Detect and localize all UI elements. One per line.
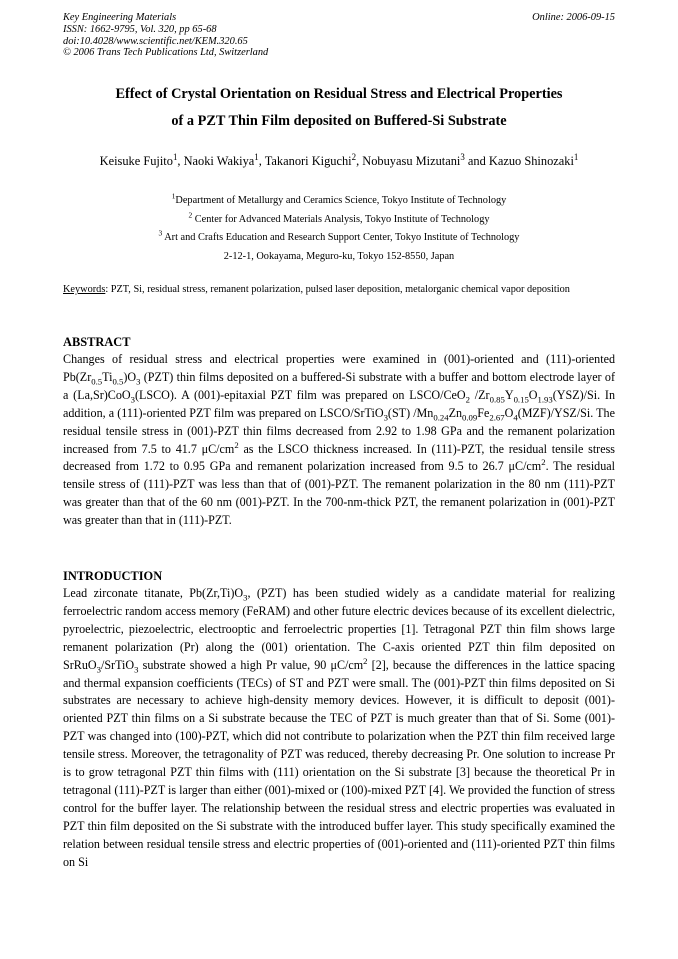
author-name: Takanori Kiguchi (264, 154, 352, 168)
text-run: Y (504, 387, 514, 402)
text-run: (ST) /Mn (387, 405, 434, 420)
abstract-heading: ABSTRACT (63, 335, 131, 349)
text-sub: 3 (383, 412, 388, 423)
author-affil-mark: 1 (254, 151, 259, 162)
affiliation (63, 211, 615, 230)
text-sub: 3 (136, 376, 141, 387)
author-separator: , (356, 154, 363, 168)
title-line-1: Effect of Crystal Orientation on Residual Stress and Electrical Properties (115, 86, 563, 102)
affiliation (63, 192, 615, 211)
text-run: , (PZT) has been studied widely as a candidate material for realizing ferroelectric random access memory (FeRAM) and other future electric devices because of its excellent dielectric, pyroelectric, piezoelectric, electrooptic and ferroelectric properties [1]. Tetragonal PZT thin film shows large remanent polarization (Pr) along the (001) orientation. The C-axis oriented PZT thin film deposited on SrRuO (63, 586, 615, 672)
text-run: Lead zirconate titanate, Pb(Zr,Ti)O (63, 586, 244, 600)
text-run: (YSZ)/Si. In addition, a (111)-oriented PZT film was prepared on LSCO/SrTiO (63, 387, 616, 420)
text-sub: 0.09 (462, 412, 478, 423)
title-line-2: of a PZT Thin Film deposited on Buffered-Si Substrate (171, 113, 507, 129)
affiliation-mark: 2 (188, 210, 193, 220)
text-run: (LSCO). A (001)-epitaxial PZT film was prepared on LSCO/CeO (134, 387, 466, 402)
author-name: Kazuo Shinozaki (488, 154, 574, 168)
keywords (63, 281, 615, 299)
text-sub: 3 (134, 664, 139, 675)
text-sub: 0.24 (433, 412, 449, 423)
text-run: (MZF)/YSZ/Si. The residual tensile stress in (001)-PZT thin films decreased from 2.92 to 1.98 GPa and the remanent polarization increased from 7.5 to 41.7 μC/cm (63, 405, 615, 456)
affiliation-mark: 3 (158, 228, 163, 238)
text-run: Changes of residual stress and electrical properties were examined in (001)-oriented and (111)-oriented Pb(Zr (63, 352, 615, 384)
text-sub: 3 (96, 664, 101, 675)
author-affil-mark: 3 (460, 151, 465, 162)
online-date: Online: 2006-09-15 (532, 12, 615, 23)
text-run: . The residual tensile stress of (111)-PZT was less than that of (001)-PZT. The remanent polarization in the 80 nm (111)-PZT was greater than that of the 60 nm (001)-PZT. In the 700-nm-thick PZT, the remanent polarization in (001)-PZT was greater than that in (111)-PZT. (63, 459, 615, 528)
affiliation-text: Art and Crafts Education and Research Support Center, Tokyo Institute of Technology (162, 232, 520, 243)
abstract-paragraph (63, 351, 615, 530)
introduction-body (63, 585, 615, 872)
text-run: Ti (102, 369, 113, 384)
affiliation-text: 2-12-1, Ookayama, Meguro-ku, Tokyo 152-8550, Japan (223, 250, 455, 262)
text-run: O (504, 405, 514, 420)
journal-name: Key Engineering Materials (63, 12, 177, 23)
author (488, 151, 579, 168)
text-sub: 2.67 (489, 412, 505, 423)
text-run: Zn (448, 405, 463, 420)
text-sup: 2 (363, 655, 368, 666)
introduction-paragraph (63, 585, 615, 872)
text-run: substrate showed a high Pr value, 90 μC/cm (138, 657, 364, 672)
text-run: /Zr (470, 387, 490, 402)
text-sub: 0.15 (513, 394, 529, 405)
text-sub: 3 (243, 592, 248, 603)
author-affil-mark: 1 (573, 151, 579, 162)
author-separator: , (177, 154, 184, 168)
text-sup: 2 (234, 439, 239, 450)
affiliation-mark: 1 (171, 191, 176, 201)
text-run: as the LSCO thickness increased. In (111)-PZT, the residual tensile stress decreased from 1.72 to 0.95 GPa and remanent polarization increased from 9.5 to 26.7 μC/cm (63, 441, 615, 474)
keywords-label: Keywords (63, 284, 106, 295)
paper-title (63, 81, 615, 135)
introduction-heading: INTRODUCTION (63, 569, 163, 583)
keywords-text: : PZT, Si, residual stress, remanent polarization, pulsed laser deposition, metalorganic chemical vapor deposition (105, 284, 570, 295)
author-name: Naoki Wakiya (183, 154, 255, 168)
abstract-body (63, 351, 615, 530)
author-affil-mark: 1 (172, 151, 178, 162)
affiliation-address (63, 248, 615, 267)
author (183, 151, 265, 168)
author (362, 151, 489, 168)
text-run: O (528, 387, 538, 402)
journal-header (63, 12, 268, 59)
text-run: (PZT) thin films deposited on a buffered-Si substrate with a buffer and bottom electrode layer of a (La,Sr)CoO (63, 369, 615, 402)
text-run: /SrTiO (100, 657, 135, 672)
text-sub: 0.85 (489, 394, 505, 405)
text-run: [2], because the differences in the lattice spacing and thermal expansion coefficients (TECs) of ST and PZT were small. The (001)-PZT thin films deposited on Si substrates are necessary to achieve high-density memory devices. However, it is difficult to deposit (001)-oriented PZT thin films on a Si substrate because the TEC of PZT is much greater than that of Si. Some (001)-PZT was changed into (100)-PZT, which did not contribute to polarization when the PZT thin film received large tensile stress. Moreover, the tetragonality of PZT was reduced, thereby decreasing Pr. One solution to increase Pr is to grow tetragonal PZT thin films with (111) orientation on the Si substrate [3] because the theoretical Pr in tetragonal (111)-PZT is larger than either (001)-mixed or (100)-mixed PZT [4]. We provided the function of stress control for the buffer layer. The relationship between the residual stress and electric properties was evaluated in PZT thin film deposited on the Si substrate with the introduced buffer layer. This study specifically examined the relation between residual tensile stress and electric properties of (001)-oriented and (111)-oriented PZT thin films on Si (63, 657, 615, 869)
author-name: Nobuyasu Mizutani (362, 154, 461, 168)
text-sub: 2 (465, 394, 471, 405)
text-sub: 1.93 (537, 394, 553, 405)
author-name: Keisuke Fujito (99, 154, 173, 168)
issn-line: ISSN: 1662-9795, Vol. 320, pp 65-68 (63, 23, 217, 35)
text-sub: 0.5 (112, 376, 124, 387)
author-separator: and (464, 154, 489, 168)
affiliation-text: Department of Metallurgy and Ceramics Science, Tokyo Institute of Technology (175, 195, 507, 206)
text-run: )O (123, 369, 137, 384)
affiliation-list (63, 192, 615, 266)
text-run: Fe (477, 405, 490, 420)
author-separator: , (258, 154, 265, 168)
affiliation-text: Center for Advanced Materials Analysis, Tokyo Institute of Technology (192, 213, 490, 225)
affiliation (63, 229, 615, 248)
text-sup: 2 (541, 457, 546, 468)
author (99, 151, 184, 168)
author-affil-mark: 2 (351, 151, 357, 162)
copyright-line: © 2006 Trans Tech Publications Ltd, Switzerland (63, 47, 269, 59)
text-sub: 4 (513, 412, 518, 423)
text-sub: 3 (130, 394, 135, 405)
author-list (63, 153, 615, 169)
doi-line: doi:10.4028/www.scientific.net/KEM.320.65 (63, 35, 248, 47)
author (264, 151, 363, 168)
text-sub: 0.5 (91, 376, 103, 387)
